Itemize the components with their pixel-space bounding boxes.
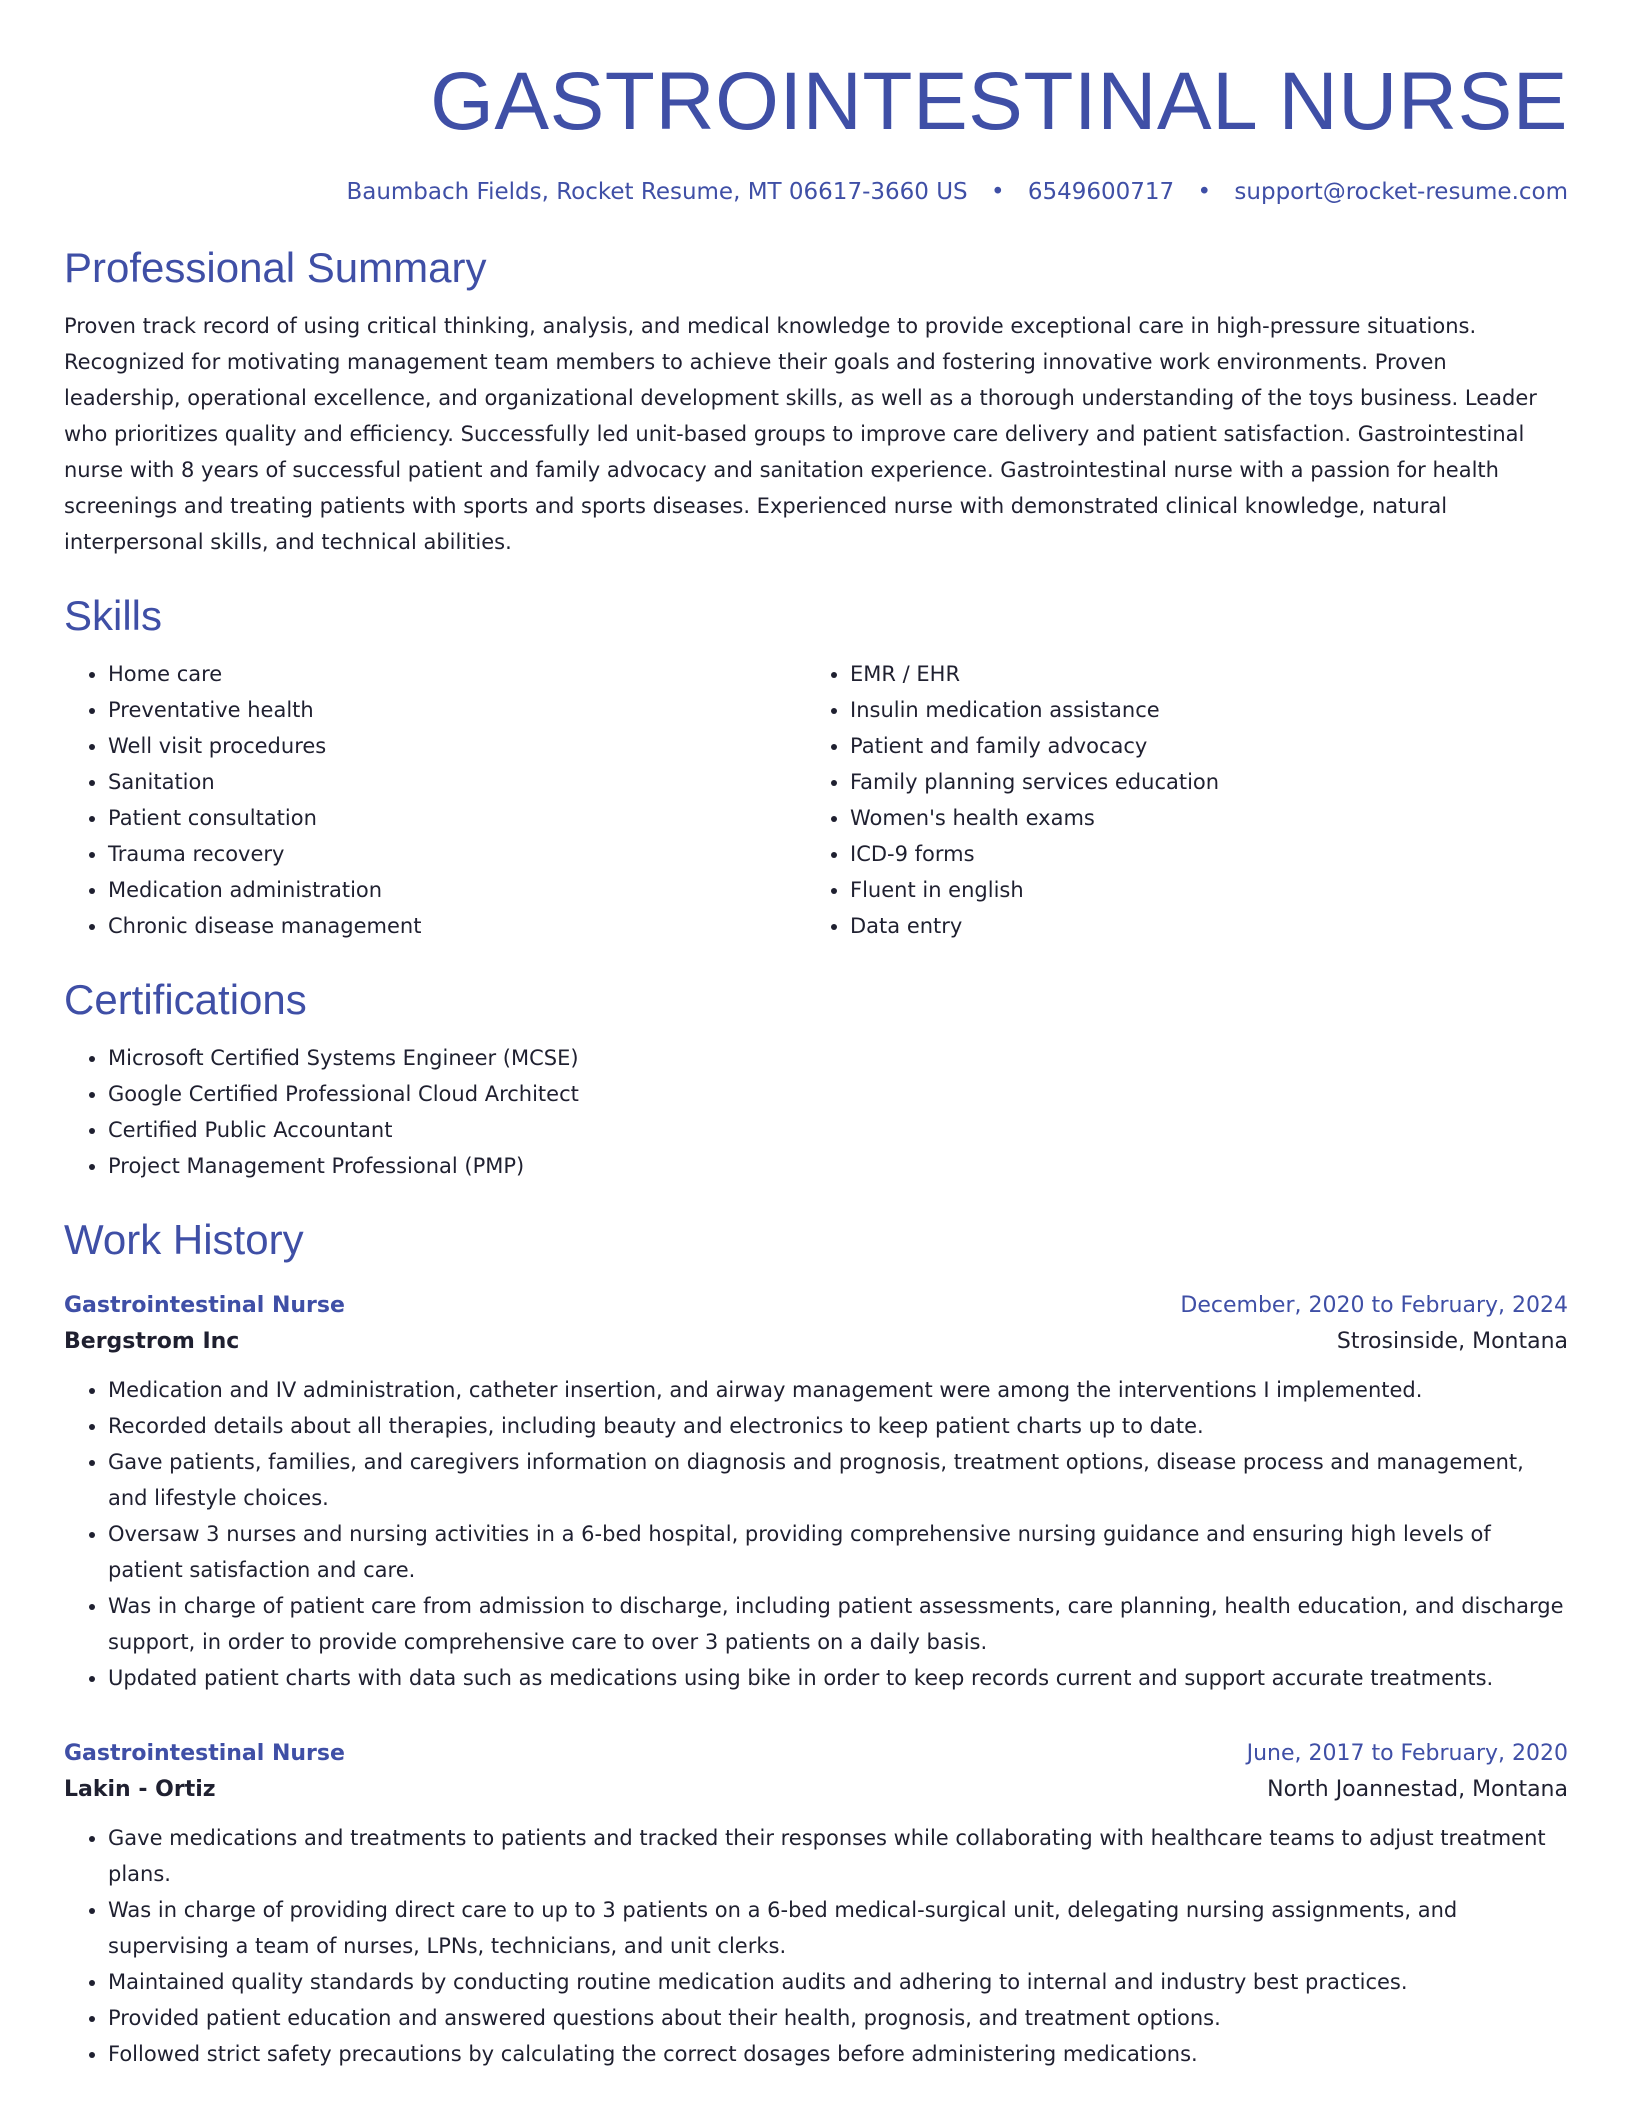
- certification-item: • Microsoft Certified Systems Engineer (MCSE): [108, 1040, 1568, 1076]
- skill-item: • EMR / EHR: [850, 656, 1548, 692]
- contact-address: Baumbach Fields, Rocket Resume, MT 06617-3660 US: [346, 179, 968, 205]
- job-bullet: • Updated patient charts with data such as medications using bike in order to keep records current and support accurate treatments.: [108, 1660, 1568, 1696]
- job-bullet: • Maintained quality standards by conducting routine medication audits and adhering to internal and industry best practices.: [108, 1964, 1568, 2000]
- job-bullets: [64, 1820, 1568, 2072]
- work-history-section: [64, 1214, 1568, 2072]
- job-bullet: • Followed strict safety precautions by calculating the correct dosages before administering medications.: [108, 2036, 1568, 2072]
- job-bullet: • Oversaw 3 nurses and nursing activities in a 6-bed hospital, providing comprehensive nursing guidance and ensuring high levels of patient satisfaction and care.: [108, 1516, 1568, 1588]
- job-location: Strosinside, Montana: [1336, 1329, 1568, 1354]
- job-dates: December, 2020 to February, 2024: [1180, 1293, 1568, 1318]
- contact-email: support@rocket-resume.com: [1234, 179, 1568, 205]
- contact-separator: •: [1197, 179, 1212, 205]
- skills-column-left: [64, 656, 806, 944]
- skill-item: • Fluent in english: [850, 872, 1548, 908]
- contact-separator: •: [990, 179, 1005, 205]
- resume-name: GASTROINTESTINAL NURSE: [430, 56, 1568, 147]
- skill-item: • Well visit procedures: [108, 728, 806, 764]
- skill-item: • Medication administration: [108, 872, 806, 908]
- job-bullet: • Was in charge of providing direct care to up to 3 patients on a 6-bed medical-surgical unit, delegating nursing assignments, and supervising a team of nurses, LPNs, technicians, and unit clerks.: [108, 1892, 1568, 1964]
- job-company: Bergstrom Inc: [64, 1329, 240, 1354]
- certification-item: • Certified Public Accountant: [108, 1112, 1568, 1148]
- skill-item: • Trauma recovery: [108, 836, 806, 872]
- skill-item: • Family planning services education: [850, 764, 1548, 800]
- skill-item: • Sanitation: [108, 764, 806, 800]
- job-entry: [64, 1288, 1568, 1696]
- job-entry: [64, 1736, 1568, 2072]
- job-header: [64, 1288, 1568, 1324]
- skill-item: • Home care: [108, 656, 806, 692]
- skill-item: • Patient consultation: [108, 800, 806, 836]
- skill-item: • ICD-9 forms: [850, 836, 1548, 872]
- skill-item: • Insulin medication assistance: [850, 692, 1548, 728]
- job-title: Gastrointestinal Nurse: [64, 1293, 345, 1318]
- job-bullet: • Medication and IV administration, catheter insertion, and airway management were among the interventions I implemented.: [108, 1372, 1568, 1408]
- contact-phone: 6549600717: [1027, 179, 1175, 205]
- skills-list-left: [64, 656, 806, 944]
- job-bullet: • Gave patients, families, and caregivers information on diagnosis and prognosis, treatment options, disease process and management, and lifestyle choices.: [108, 1444, 1568, 1516]
- job-subheader: [64, 1324, 1568, 1360]
- skill-item: • Women's health exams: [850, 800, 1548, 836]
- summary-section: [64, 242, 1568, 560]
- job-header: [64, 1736, 1568, 1772]
- job-dates: June, 2017 to February, 2020: [1246, 1741, 1568, 1766]
- job-company: Lakin - Ortiz: [64, 1777, 216, 1802]
- summary-heading: Professional Summary: [64, 244, 487, 291]
- skills-heading: Skills: [64, 592, 163, 639]
- skills-list-right: [806, 656, 1548, 944]
- skills-section: [64, 590, 1568, 944]
- certifications-heading: Certifications: [64, 976, 307, 1023]
- job-location: North Joannestad, Montana: [1267, 1777, 1568, 1802]
- skill-item: • Chronic disease management: [108, 908, 806, 944]
- job-bullet: • Was in charge of patient care from admission to discharge, including patient assessments, care planning, health education, and discharge support, in order to provide comprehensive care to over 3 patients on a daily basis.: [108, 1588, 1568, 1660]
- job-bullet: • Provided patient education and answered questions about their health, prognosis, and treatment options.: [108, 2000, 1568, 2036]
- work-history-heading: Work History: [64, 1216, 304, 1263]
- certifications-section: [64, 974, 1568, 1184]
- summary-text: Proven track record of using critical thinking, analysis, and medical knowledge to provide exceptional care in high-pressure situations. Recognized for motivating management team members to achieve their goals and fostering innovative work environments. Proven leadership, operational excellence, and organizational development skills, as well as a thorough understanding of the toys business. Leader who prioritizes quality and efficiency. Successfully led unit-based groups to improve care delivery and patient satisfaction. Gastrointestinal nurse with 8 years of successful patient and family advocacy and sanitation experience. Gastrointestinal nurse with a passion for health screenings and treating patients with sports and sports diseases. Experienced nurse with demonstrated clinical knowledge, natural interpersonal skills, and technical abilities.: [64, 314, 1537, 554]
- skill-item: • Preventative health: [108, 692, 806, 728]
- skill-item: • Patient and family advocacy: [850, 728, 1548, 764]
- job-title: Gastrointestinal Nurse: [64, 1741, 345, 1766]
- skills-grid: [64, 656, 1568, 944]
- job-bullet: • Recorded details about all therapies, including beauty and electronics to keep patient charts up to date.: [108, 1408, 1568, 1444]
- job-bullet: • Gave medications and treatments to patients and tracked their responses while collaborating with healthcare teams to adjust treatment plans.: [108, 1820, 1568, 1892]
- job-subheader: [64, 1772, 1568, 1808]
- certification-item: • Google Certified Professional Cloud Architect: [108, 1076, 1568, 1112]
- certification-item: • Project Management Professional (PMP): [108, 1148, 1568, 1184]
- certifications-list: [64, 1040, 1568, 1184]
- job-bullets: [64, 1372, 1568, 1696]
- skills-column-right: [806, 656, 1548, 944]
- skill-item: • Data entry: [850, 908, 1548, 944]
- contact-line: [64, 176, 1568, 208]
